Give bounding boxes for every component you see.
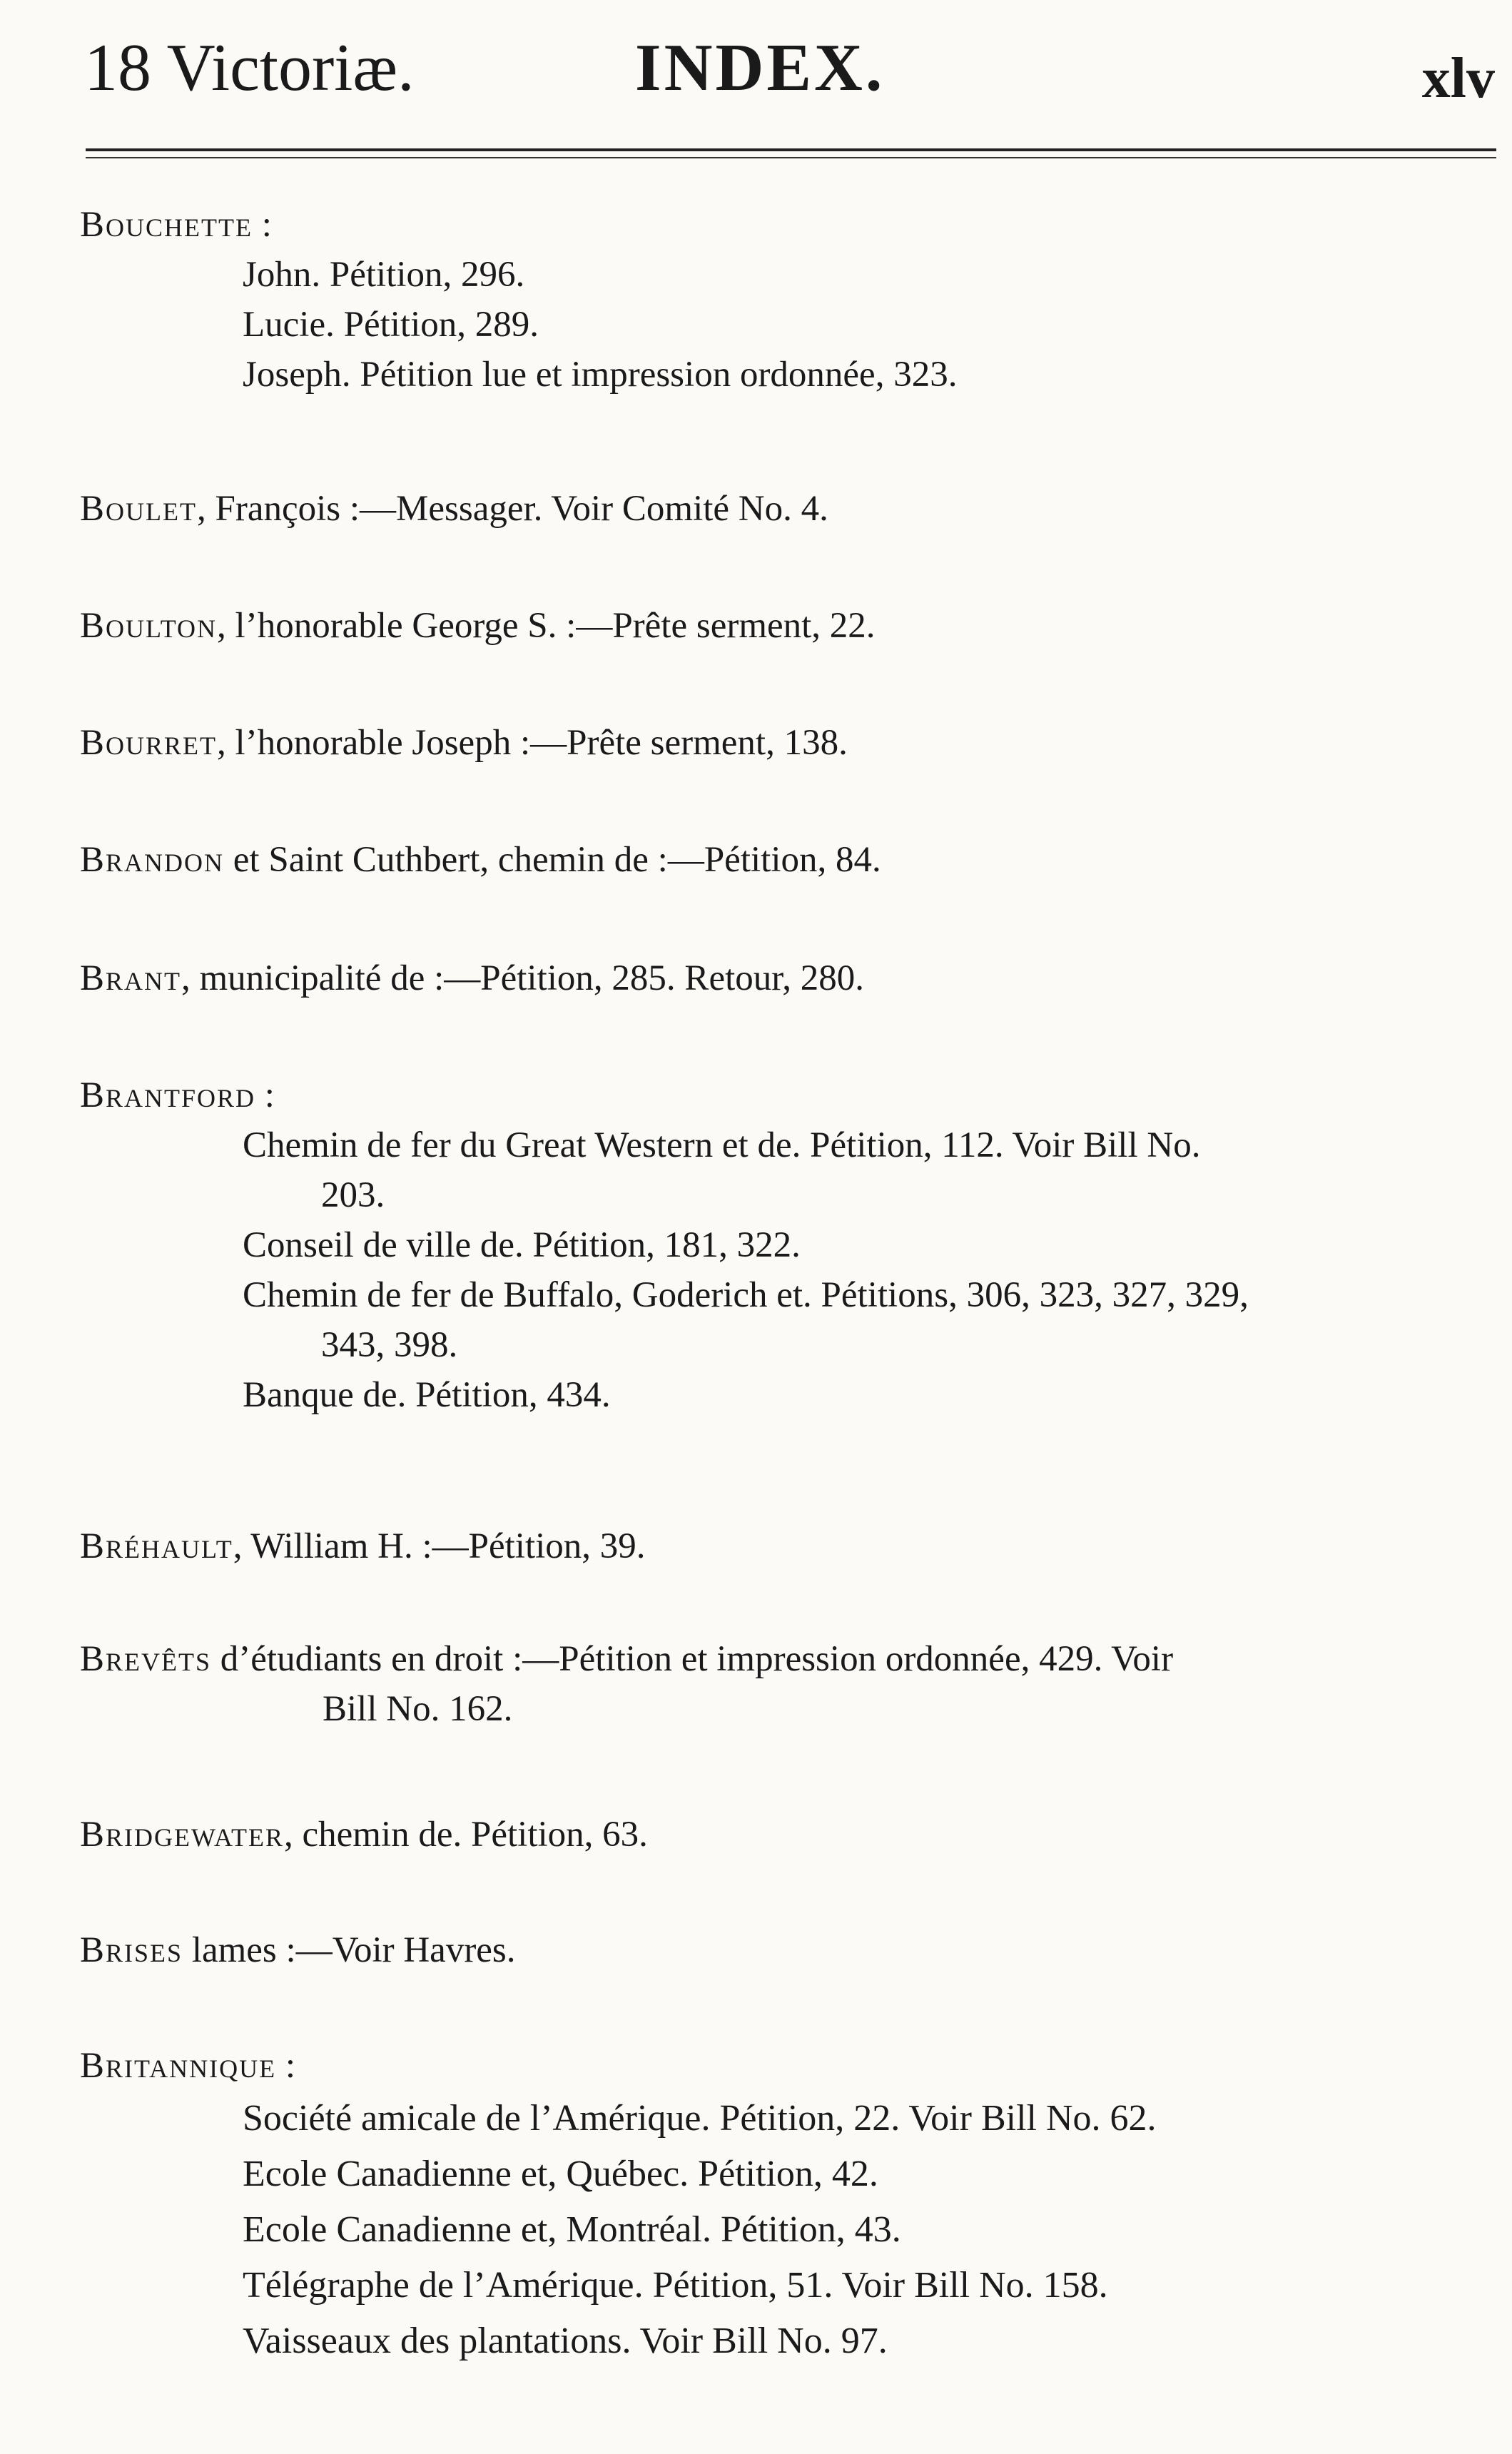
sub-item: Société amicale de l’Amérique. Pétition, 22. Voir Bill No. 62. <box>243 2098 1157 2139</box>
entry-text: , chemin de. Pétition, 63. <box>284 1815 648 1855</box>
page-number: xlv <box>1421 47 1495 110</box>
sub-item: Ecole Canadienne et, Québec. Pétition, 42. <box>243 2154 878 2194</box>
entry-brises <box>80 1925 1486 1975</box>
sub-item: Banque de. Pétition, 434. <box>243 1375 611 1415</box>
entry-heading: Brises <box>80 1930 183 1970</box>
sub-item: Joseph. Pétition lue et impression ordonnée, 323. <box>243 355 958 395</box>
entry-bourret <box>80 718 1486 768</box>
entry-heading: Bourret <box>80 723 218 763</box>
entry-text: , François :—Messager. Voir Comité No. 4. <box>196 489 828 529</box>
entry-heading: Brantford <box>80 1075 256 1115</box>
sub-item: Chemin de fer de Buffalo, Goderich et. Pétitions, 306, 323, 327, 329, <box>243 1275 1249 1315</box>
sub-item-continued: 343, 398. <box>321 1325 458 1365</box>
sub-item: Conseil de ville de. Pétition, 181, 322. <box>243 1225 801 1265</box>
entry-bridgewater <box>80 1810 1486 1860</box>
sub-item: Lucie. Pétition, 289. <box>243 305 539 345</box>
entry-brevets <box>80 1634 1486 1734</box>
sub-item: Vaisseaux des plantations. Voir Bill No. 97. <box>243 2321 888 2361</box>
entry-britannique: Britannique : Société amicale de l’Amérique. Pétition, 22. Voir Bill No. 62. Ecole Canadienne et, Québec. Pétition, 42. Ecole Canadienne et, Montréal. Pétition, 43. Télégraphe de l’Amérique. Pétition, 51. Voir Bill No. 158. Vaisseaux des plantations. Voir Bill No. 97. <box>80 2041 1486 2369</box>
header-rule-thin <box>86 157 1496 158</box>
entry-heading: Bréhault <box>80 1526 233 1566</box>
sub-item: John. Pétition, 296. <box>243 255 525 295</box>
sub-item: Ecole Canadienne et, Montréal. Pétition, 43. <box>243 2209 901 2250</box>
entry-brant <box>80 953 1486 1003</box>
entry-text: , l’honorable Joseph :—Prête serment, 138. <box>217 723 848 763</box>
entry-brandon <box>80 835 1486 885</box>
entry-text: , l’honorable George S. :—Prête serment, 22. <box>217 606 876 646</box>
entry-heading: Boulet <box>80 489 197 529</box>
entry-heading: Brant <box>80 958 182 998</box>
entry-bouchette: Bouchette : John. Pétition, 296. Lucie. Pétition, 289. Joseph. Pétition lue et impression ordonnée, 323. <box>80 200 1486 400</box>
entry-brantford: Brantford : Chemin de fer du Great Western et de. Pétition, 112. Voir Bill No. 203. Conseil de ville de. Pétition, 181, 322. Chemin de fer de Buffalo, Goderich et. Pétitions, 306, 323, 327, 329, 343, 398. Banque de. Pétition, 434. <box>80 1070 1486 1420</box>
header-rule <box>86 148 1496 151</box>
header-session: 18 Victoriæ. <box>84 31 415 105</box>
entry-boulet <box>80 484 1486 534</box>
entry-heading: Brandon <box>80 840 225 880</box>
entry-text: , William H. :—Pétition, 39. <box>233 1526 646 1566</box>
entry-text: et Saint Cuthbert, chemin de :—Pétition, 84. <box>224 840 881 880</box>
entry-continued: Bill No. 162. <box>323 1689 513 1729</box>
header-title: INDEX. <box>635 31 886 105</box>
sub-item-continued: 203. <box>321 1175 385 1215</box>
entry-heading: Bouchette <box>80 205 253 245</box>
entry-boulton <box>80 601 1486 651</box>
entry-text: d’étudiants en droit :—Pétition et impression ordonnée, 429. Voir <box>211 1639 1174 1679</box>
entry-heading: Boulton <box>80 606 218 646</box>
sub-item: Télégraphe de l’Amérique. Pétition, 51. Voir Bill No. 158. <box>243 2265 1108 2306</box>
entry-heading: Bridgewater <box>80 1815 284 1855</box>
entry-text: lames :—Voir Havres. <box>183 1930 516 1970</box>
entry-heading: Britannique <box>80 2046 277 2086</box>
sub-item: Chemin de fer du Great Western et de. Pétition, 112. Voir Bill No. <box>243 1125 1201 1165</box>
entry-brehault <box>80 1521 1486 1571</box>
entry-heading: Brevêts <box>80 1639 212 1679</box>
entry-text: , municipalité de :—Pétition, 285. Retour, 280. <box>181 958 864 998</box>
